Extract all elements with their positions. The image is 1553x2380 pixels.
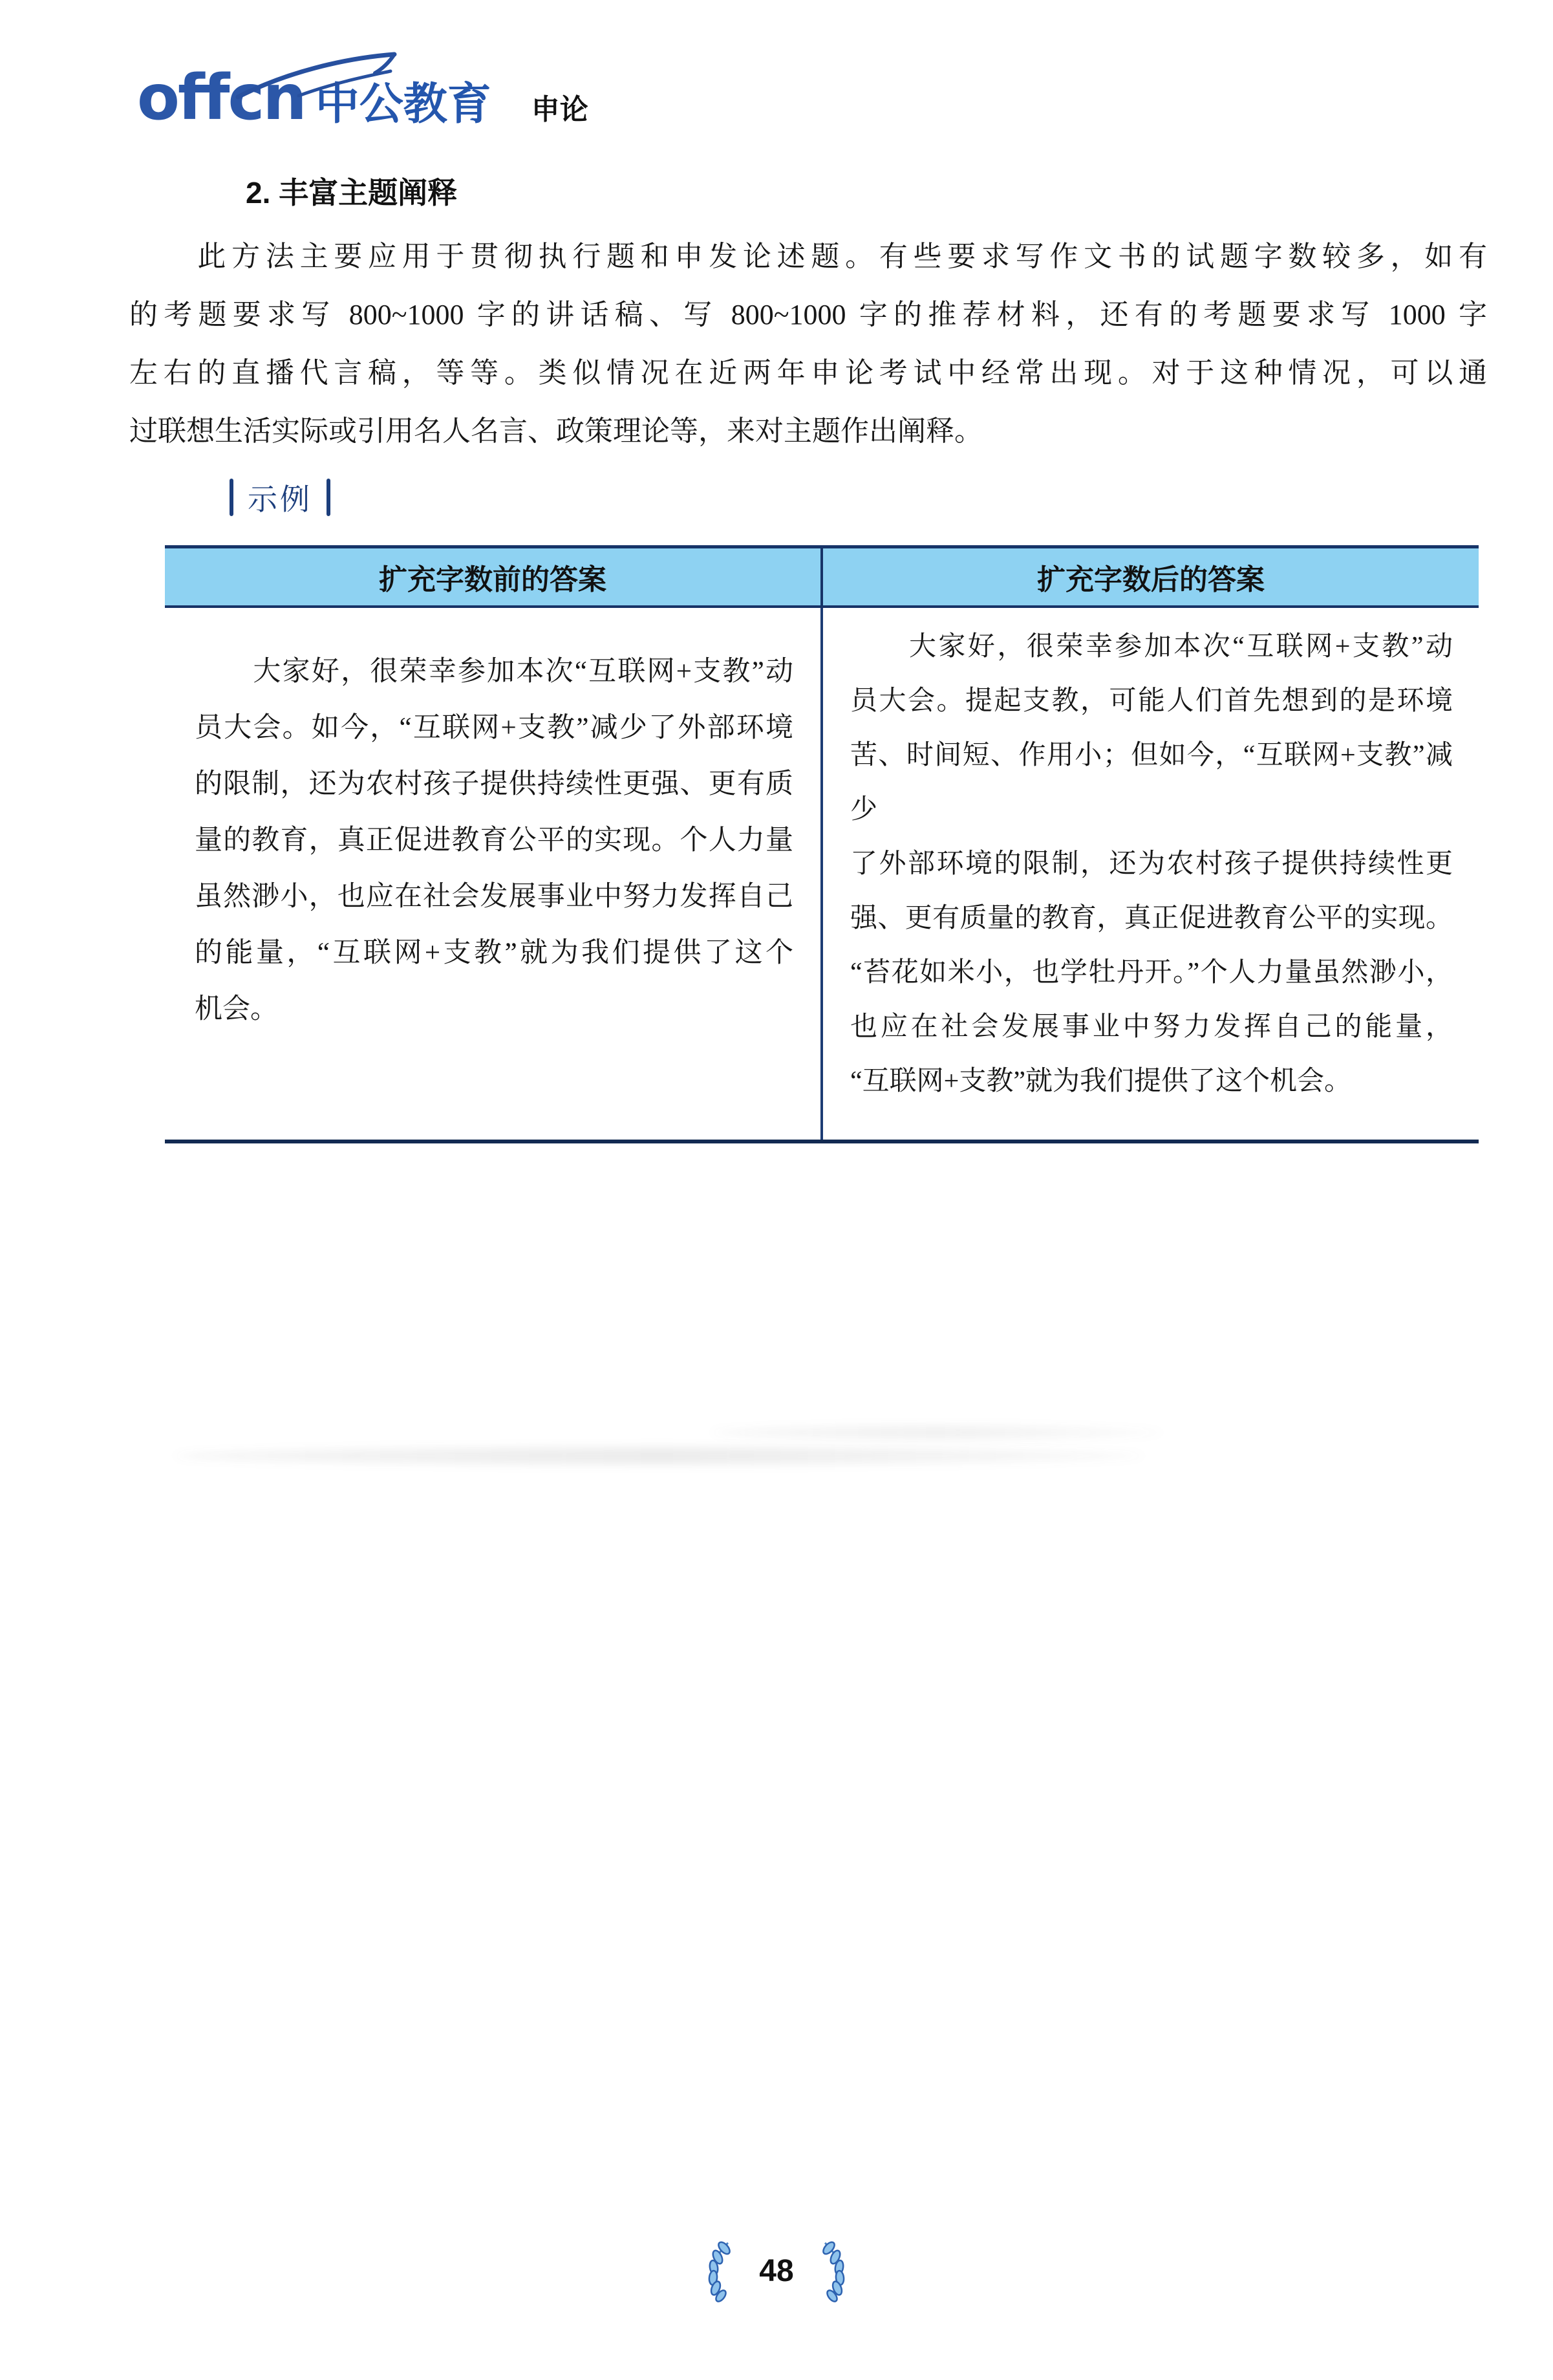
subject-label: 申论 [531,94,588,125]
before-answer-cell [165,608,823,1140]
zhonggong-wordmark: 中公教育 [315,80,491,129]
example-bar-right [327,479,330,516]
brand-logo [137,62,588,146]
example-label [230,476,330,519]
answer-line: 员大会。提起支教，可能人们首先想到的是环境 [850,686,1453,716]
table-header-row [165,545,1479,608]
scan-smudge [711,1426,1164,1439]
answer-table [165,545,1479,1143]
answer-line: 了外部环境的限制，还为农村孩子提供持续性更 [850,849,1453,879]
answer-line: 也应在社会发展事业中努力发挥自己的能量， [850,1012,1453,1042]
table-body-row [165,608,1479,1143]
column-header-before: 扩充字数前的答案 [165,548,823,605]
paragraph-line: 过联想生活实际或引用名人名言、政策理论等，来对主题作出阐释。 [129,415,983,447]
answer-line: 员大会。如今，“互联网+支教”减少了外部环境 [195,713,793,743]
answer-line: “互联网+支教”就为我们提供了这个机会。 [850,1066,1351,1096]
page-footer [0,2239,1553,2302]
intro-paragraph [129,228,1487,460]
offcn-wordmark: offcn [137,61,305,134]
after-answer-cell [823,608,1479,1140]
answer-line: 大家好，很荣幸参加本次“互联网+支教”动 [195,656,793,687]
after-answer-text [823,608,1479,1140]
before-answer-text [165,608,820,1070]
paragraph-line: 的考题要求写 800~1000 字的讲话稿、写 800~1000 字的推荐材料，还有的考题要求写 1000 字 [129,299,1487,330]
laurel-left-icon [697,2239,737,2302]
answer-line: 虽然渺小，也应在社会发展事业中努力发挥自己 [195,882,793,912]
answer-line: 苦、时间短、作用小；但如今，“互联网+支教”减少 [850,741,1453,825]
answer-line: 的限制，还为农村孩子提供持续性更强、更有质 [195,769,793,799]
answer-line: 的能量，“互联网+支教”就为我们提供了这个 [195,938,793,968]
answer-line: 大家好，很荣幸参加本次“互联网+支教”动 [850,632,1453,662]
page-number: 48 [759,2253,794,2288]
column-header-after: 扩充字数后的答案 [1037,564,1265,596]
laurel-right-icon [816,2239,856,2302]
answer-line: 量的教育，真正促进教育公平的实现。个人力量 [195,825,793,856]
example-bar-left [230,479,233,516]
answer-line: 强、更有质量的教育，真正促进教育公平的实现。 [850,903,1453,933]
answer-line: 机会。 [195,994,278,1024]
answer-line: “苔花如米小，也学牡丹开。”个人力量虽然渺小， [850,958,1453,988]
example-label-text: 示例 [248,482,312,516]
section-heading: 2. 丰富主题阐释 [246,176,458,210]
paragraph-line: 此方法主要应用于贯彻执行题和申发论述题。有些要求写作文书的试题字数较多，如有 [129,241,1487,272]
scan-smudge [175,1447,1144,1464]
paragraph-line: 左右的直播代言稿，等等。类似情况在近两年申论考试中经常出现。对于这种情况，可以通 [129,357,1487,389]
